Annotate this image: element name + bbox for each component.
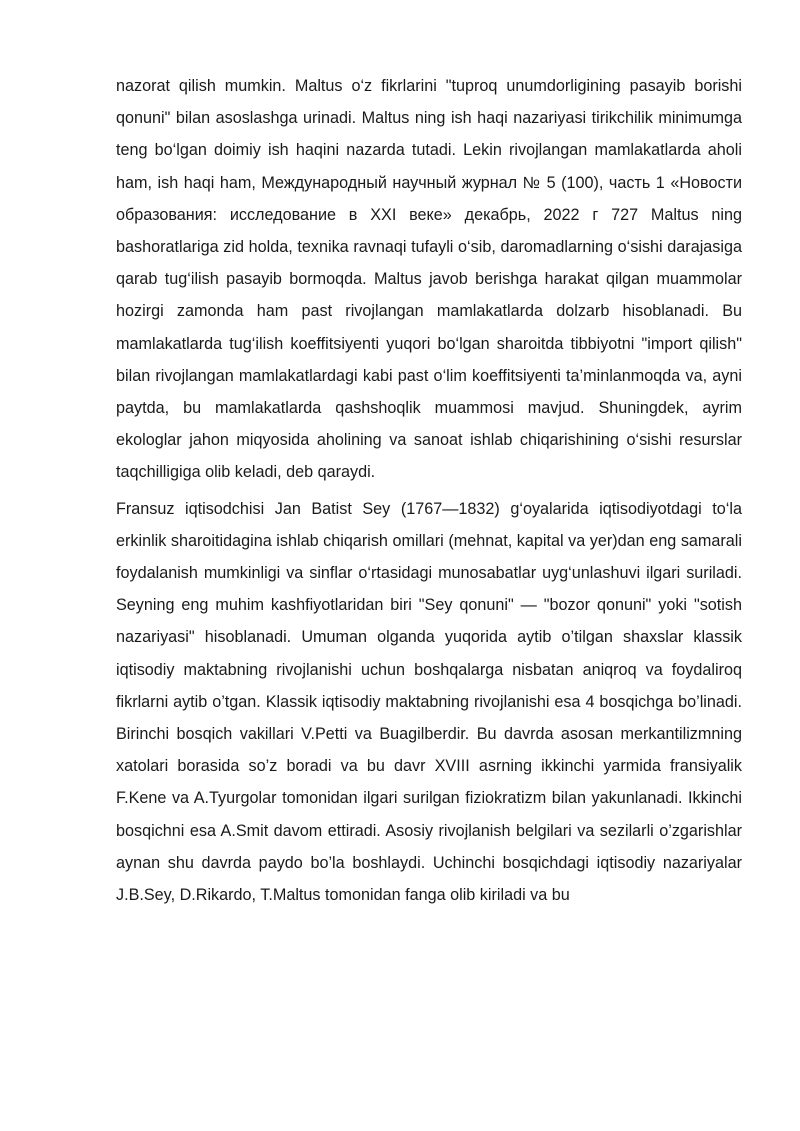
document-page (116, 70, 742, 911)
paragraph-sey: Fransuz iqtisodchisi Jan Batist Sey (1767—1832) g‘oyalarida iqtisodiyotdagi to‘la erkinlik sharoitidagina ishlab chiqarish omillari (mehnat, kapital va yer)dan eng samarali foydalanish mumkinligi va sinflar o‘rtasidagi munosabatlar uyg‘unlashuvi ilgari suriladi. Seyning eng muhim kashfiyotlaridan biri "Sey qonuni" — "bozor qonuni" yoki "sotish nazariyasi" hisoblanadi. Umuman olganda yuqorida aytib o’tilgan shaxslar klassik iqtisodiy maktabning rivojlanishi uchun boshqalarga nisbatan aniqroq va foydaliroq fikrlarni aytib o’tgan. Klassik iqtisodiy maktabning rivojlanishi esa 4 bosqichga bo’linadi. Birinchi bosqich vakillari V.Petti va Buagilberdir. Bu davrda asosan merkantilizmning xatolari borasida so’z boradi va bu davr XVIII asrning ikkinchi yarmida fransiyalik F.Kene va A.Tyurgolar tomonidan ilgari surilgan fiziokratizm bilan yakunlanadi. Ikkinchi bosqichni esa A.Smit davom ettiradi. Asosiy rivojlanish belgilari va sezilarli o’zgarishlar aynan shu davrda paydo bo’la boshlaydi. Uchinchi bosqichdagi iqtisodiy nazariyalar J.B.Sey, D.Rikardo, T.Maltus tomonidan fanga olib kiriladi va bu (116, 499, 742, 905)
paragraph-maltus: nazorat qilish mumkin. Maltus o‘z fikrlarini "tuproq unumdorligining pasayib borishi qonuni" bilan asoslashga urinadi. Maltus ning ish haqi nazariyasi tirikchilik minimumga teng bo‘lgan doimiy ish haqini nazarda tutadi. Lekin rivojlangan mamlakatlarda aholi ham, ish haqi ham, Международный научный журнал № 5 (100), часть 1 «Новости образования: исследование в XXI веке» декабрь, 2022 г 727 Maltus ning bashoratlariga zid holda, texnika ravnaqi tufayli o‘sib, daromadlarning o‘sishi darajasiga qarab tug‘ilish pasayib bormoqda. Maltus javob berishga harakat qilgan muammolar hozirgi zamonda ham past rivojlangan mamlakatlarda dolzarb hisoblanadi. Bu mamlakatlarda tug‘ilish koeffitsiyenti yuqori bo‘lgan sharoitda tibbiyotni "import qilish" bilan rivojlangan mamlakatlardagi kabi past o‘lim koeffitsiyenti ta’minlanmoqda va, ayni paytda, bu mamlakatlarda qashshoqlik muammosi mavjud. Shuningdek, ayrim ekologlar jahon miqyosida aholining va sanoat ishlab chiqarishining o‘sishi resurslar taqchilligiga olib keladi, deb qaraydi. (116, 77, 742, 482)
